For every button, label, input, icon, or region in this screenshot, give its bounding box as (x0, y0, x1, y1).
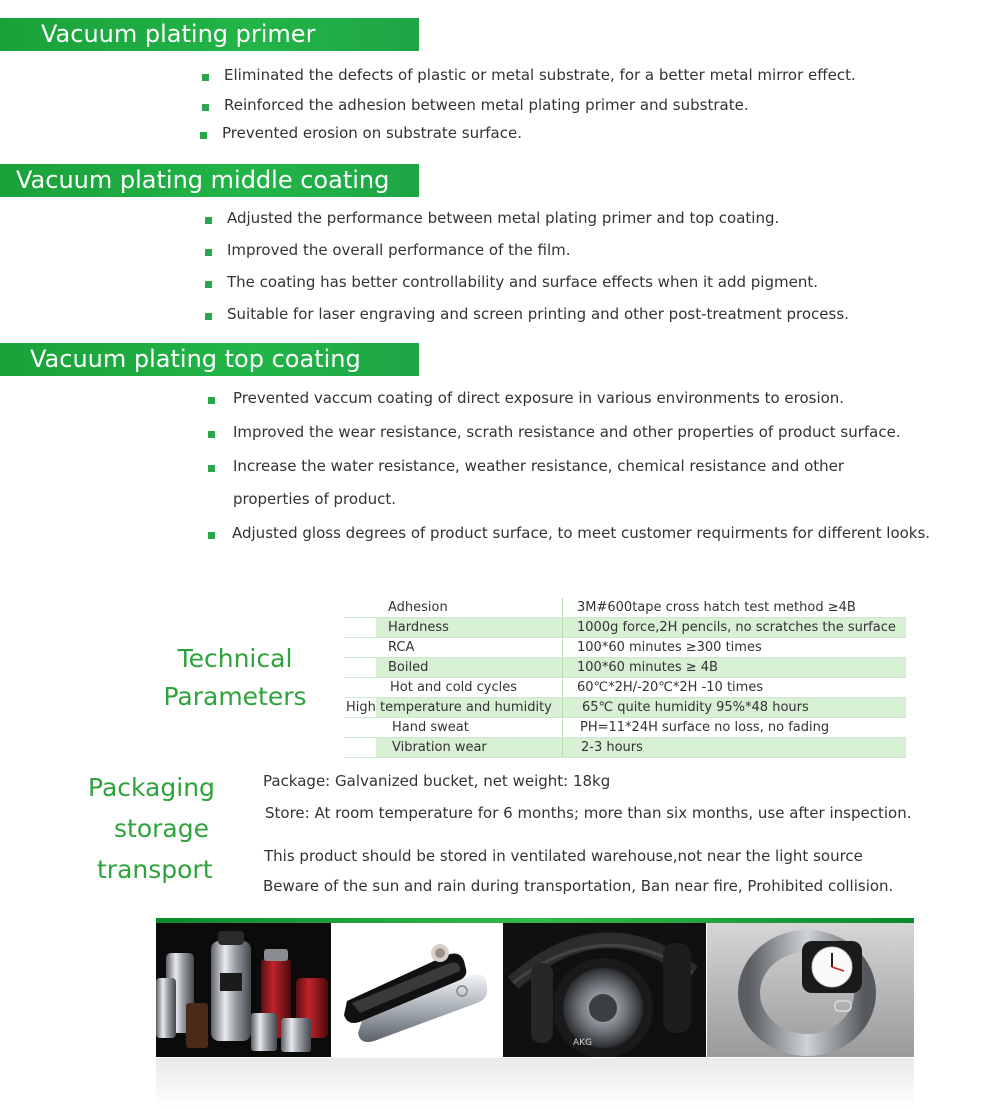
list-item: The coating has better controllability and surface effects when it add pigment. (205, 273, 849, 305)
top-bullet-list (208, 389, 930, 554)
bullet-square-icon (205, 249, 212, 256)
headphones-icon (503, 923, 706, 1057)
list-item: Prevented erosion on substrate surface. (202, 124, 856, 152)
smartwatch-icon (707, 923, 914, 1057)
table-row: Adhesion 3M#600tape cross hatch test method ≥4B (344, 598, 906, 618)
table-row: Vibration wear 2-3 hours (344, 738, 906, 758)
transport-line: Beware of the sun and rain during transportation, Ban near fire, Prohibited collision. (263, 877, 894, 895)
list-item: Reinforced the adhesion between metal plating primer and substrate. (202, 96, 856, 124)
gallery-reflection (156, 1058, 914, 1108)
list-item: Eliminated the defects of plastic or metal substrate, for a better metal mirror effect. (202, 66, 856, 96)
section-banner-primer (0, 18, 419, 51)
list-item: Improved the overall performance of the film. (205, 241, 849, 273)
bullet-square-icon (202, 74, 209, 81)
bluetooth-headset-image (332, 923, 502, 1057)
bullet-square-icon (208, 431, 215, 438)
thermos-flasks-image (156, 923, 331, 1057)
section-banner-middle (0, 164, 419, 197)
section-title: Vacuum plating primer (41, 20, 316, 48)
table-row: Hot and cold cycles 60℃*2H/-20℃*2H -10 times (344, 678, 906, 698)
list-item: Improved the wear resistance, scrath resistance and other properties of product surface. (208, 423, 930, 457)
list-item: Prevented vaccum coating of direct exposure in various environments to erosion. (208, 389, 930, 423)
bullet-square-icon (208, 465, 215, 472)
bullet-square-icon (205, 217, 212, 224)
headphones-image (503, 923, 706, 1057)
storage-line: This product should be stored in ventilated warehouse,not near the light source (264, 847, 863, 865)
middle-bullet-list (205, 209, 849, 337)
table-row: RCA 100*60 minutes ≥300 times (344, 638, 906, 658)
akg-logo: AKG (573, 1038, 593, 1048)
section-title: Vacuum plating middle coating (16, 166, 390, 194)
primer-bullet-list (202, 66, 856, 152)
list-item: Adjusted gloss degrees of product surface, to meet customer requirments for different looks. (208, 524, 930, 554)
bullet-square-icon (205, 281, 212, 288)
section-title: Vacuum plating top coating (30, 345, 361, 373)
table-row: Hardness 1000g force,2H pencils, no scratches the surface (344, 618, 906, 638)
headset-icon (332, 923, 502, 1057)
packaging-title: Packaging storage transport (88, 773, 215, 884)
store-line: Store: At room temperature for 6 months; more than six months, use after inspection. (265, 804, 912, 822)
list-item: Increase the water resistance, weather resistance, chemical resistance and other (208, 457, 930, 490)
bullet-square-icon (202, 104, 209, 111)
section-banner-top (0, 343, 419, 376)
list-item: properties of product. (233, 490, 397, 508)
bullet-square-icon (200, 132, 207, 139)
product-gallery (156, 918, 914, 1109)
bullet-square-icon (208, 532, 215, 539)
thermos-flasks-icon (156, 923, 331, 1057)
table-row: Hand sweat PH=11*24H surface no loss, no fading (344, 718, 906, 738)
list-item: Suitable for laser engraving and screen printing and other post-treatment process. (205, 305, 849, 337)
technical-parameters-title: Technical Parameters (163, 644, 307, 711)
smartwatch-image (707, 923, 914, 1057)
list-item: Adjusted the performance between metal plating primer and top coating. (205, 209, 849, 241)
bullet-square-icon (208, 397, 215, 404)
table-row: Boiled 100*60 minutes ≥ 4B (344, 658, 906, 678)
technical-parameters-table (344, 598, 906, 758)
package-line: Package: Galvanized bucket, net weight: 18kg (263, 772, 611, 790)
bullet-square-icon (205, 313, 212, 320)
table-row: High temperature and humidity 65℃ quite humidity 95%*48 hours (344, 698, 906, 718)
